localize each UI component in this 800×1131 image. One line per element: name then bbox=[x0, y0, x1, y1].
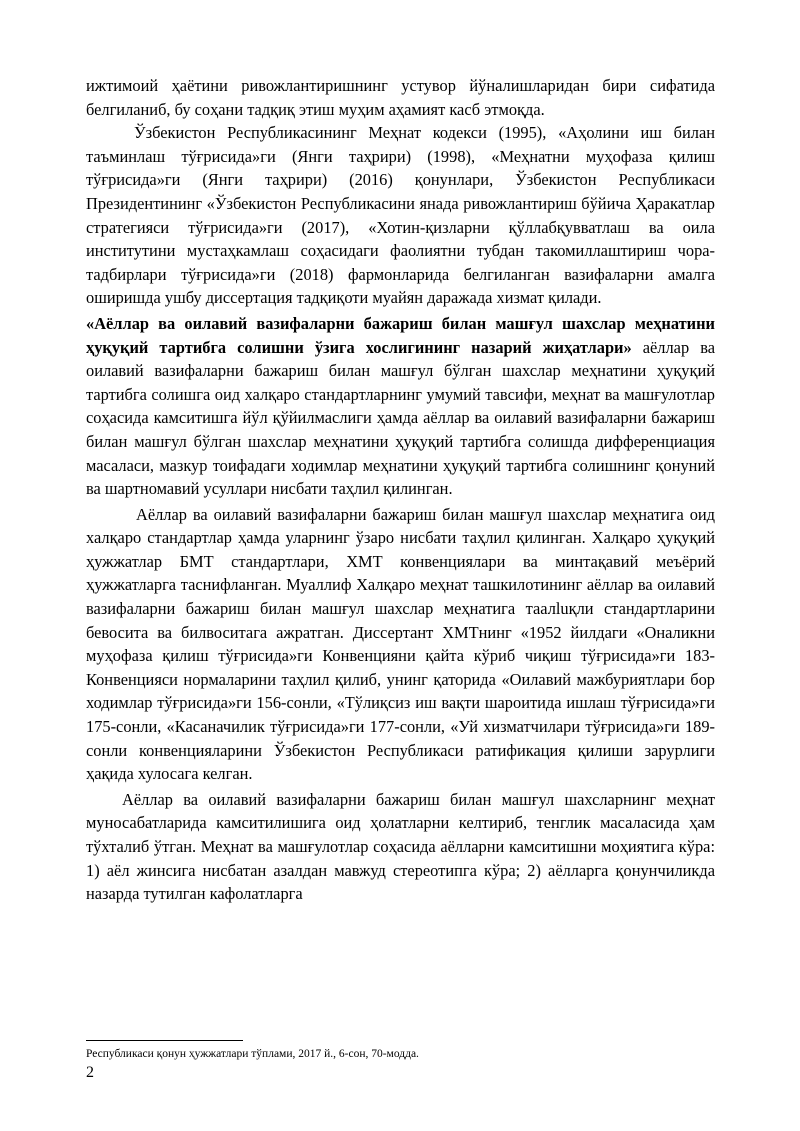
paragraph-4: Аёллар ва оилавий вазифаларни бажариш билан машғул шахслар меҳнатига оид халқаро стандартлар ҳамда уларнинг ўзаро нисбати таҳлил қилинган. Халқаро ҳуқуқий ҳужжатлар БМТ стандартлари, ХМТ конвенциялари ва минтақавий меъёрий ҳужжатларга таснифланган. Муаллиф Халқаро меҳнат ташкилотининг аёллар ва оилавий вазифаларни бажариш билан машғул шахслар меҳнатига таалluқли стандартларини бевосита ва билвоситага ажратган. Диссертант ХМТнинг «1952 йилдаги «Оналикни муҳофаза қилиш тўғрисида»ги Конвенцияни қайта кўриб чиқиш тўғрисида»ги 183-Конвенцияси нормаларини таҳлил қилиб, унинг қаторида «Оилавий мажбуриятлари бор ходимлар тўғрисида»ги 156-сонли, «Тўлиқсиз иш вақти шароитида ишлаш тўғрисида»ги 175-сонли, «Касаначилик тўғрисида»ги 177-сонли, «Уй хизматчилари тўғрисида»ги 189-сонли конвенцияларини Ўзбекистон Республикаси ратификация қилиши зарурлиги ҳақида хулосага келган. bbox=[86, 504, 715, 784]
paragraph-2: Ўзбекистон Республикасининг Меҳнат кодекси (1995), «Аҳолини иш билан таъминлаш тўғрисида»ги (Янги таҳрири) (1998), «Меҳнатни муҳофаза қилиш тўғрисида»ги (Янги таҳрири) (2016) қонунлари, Ўзбекистон Республикаси Президентининг «Ўзбекистон Республикасини янада ривожлантириш бўйича Ҳаракатлар стратегияси тўғрисида»ги (2017), «Хотин-қизларни қўллабқувватлаш ва оила институтини мустаҳкамлаш соҳасидаги фаолиятни тубдан такомиллаштириш чора-тадбирлари тўғрисида»ги (2018) фармонларида белгиланган вазифаларни амалга оширишда ушбу диссертация тадқиқоти муайян даражада хизмат қилади. bbox=[86, 123, 715, 308]
paragraph-1: ижтимоий ҳаётини ривожлантиришнинг устувор йўналишларидан бири сифатида белгиланиб, бу соҳани тадқиқ этиш муҳим аҳамият касб этмоқда. bbox=[86, 76, 715, 119]
paragraph-5: Аёллар ва оилавий вазифаларни бажариш билан машғул шахсларнинг меҳнат муносабатларида камситилишига оид ҳолатларни келтириб, тенглик масаласида ҳам тўхталиб ўтган. Меҳнат ва машғулотлар соҳасида аёлларни камситишни моҳиятига кўра: 1) аёл жинсига нисбатан азалдан мавжуд стереотипга кўра; 2) аёлларга қонунчиликда назарда тутилган кафолатларга bbox=[86, 789, 715, 904]
footnote: Республикаси қонун ҳужжатлари тўплами, 2017 й., 6-сон, 70-модда. bbox=[86, 1048, 419, 1060]
footnote-divider bbox=[86, 1040, 243, 1041]
section-heading: «Аёллар ва оилавий вазифаларни бажариш билан машғул шахслар меҳнатини ҳуқуқий тартибга солишни ўзига хослигининг назарий жиҳатлари» bbox=[86, 313, 715, 357]
paragraph-3 bbox=[86, 312, 715, 501]
page-number: 2 bbox=[86, 1064, 94, 1081]
paragraph-3-text: аёллар ва оилавий вазифаларни бажариш билан машғул бўлган шахслар меҳнатини ҳуқуқий тартибга солишга оид халқаро стандартларнинг умумий тавсифи, меҳнат ва машғулотлар соҳасида камситишга йўл қўйилмаслиги ҳамда аёллар ва оилавий вазифаларни бажариш билан машғул бўлган шахслар меҳнатини ҳуқуқий тартибга солишда дифференциация масаласи, мазкур тоифадаги ходимлар меҳнатини ҳуқуқий тартибга солишнинг қонуний ва шартномавий усуллари нисбати таҳлил қилинган. bbox=[86, 337, 715, 499]
document-body bbox=[86, 74, 715, 906]
